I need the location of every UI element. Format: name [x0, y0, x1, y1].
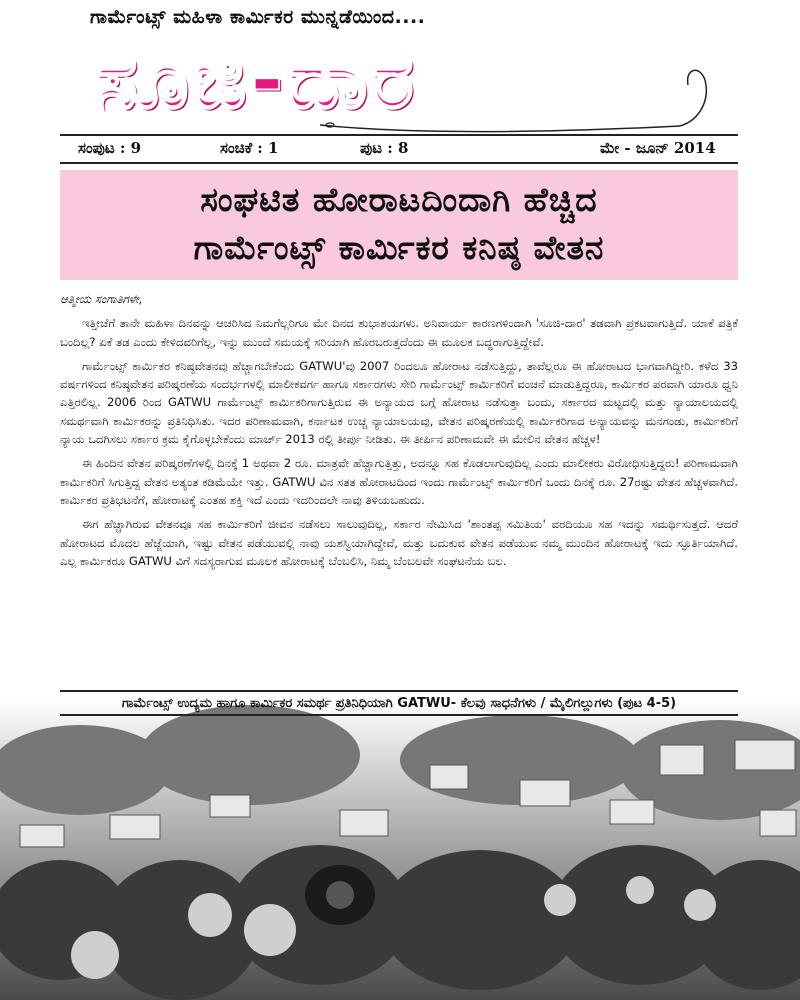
- article-body: [60, 290, 738, 576]
- issue-number-label: ಸಂಚಿಕೆ : 1: [220, 139, 279, 157]
- headline-line-1: ಸಂಘಟಿತ ಹೋರಾಟದಿಂದಾಗಿ ಹೆಚ್ಚಿದ: [200, 180, 598, 219]
- article-greeting: ಆತ್ಮೀಯ ಸಂಗಾತಿಗಳೇ,: [60, 292, 143, 306]
- article-paragraph-4: ಈಗ ಹೆಚ್ಚಾಗಿರುವ ವೇತನವೂ ಸಹ ಕಾರ್ಮಿಕರಿಗೆ ಜೀವನ ನಡೆಸಲು ಸಾಲುವುದಿಲ್ಲ, ಸರ್ಕಾರ ನೇಮಿಸಿದ 'ಶಾಂತಪ್ಪ ಸಮಿತಿಯ' ವರದಿಯೂ ಸಹ ಇದನ್ನು ಸಮರ್ಥಿಸುತ್ತದೆ. ಆದರೆ ಹೋರಾಟದ ಮೊದಲ ಹೆಜ್ಜೆಯಾಗಿ, ಇಷ್ಟು ವೇತನ ಪಡೆಯುವಲ್ಲಿ ನಾವು ಯಶಸ್ವಿಯಾಗಿದ್ದೇವೆ, ಮತ್ತು ಬದುಕುವ ವೇತನ ಪಡೆಯುವ ನಮ್ಮ ಮುಂದಿನ ಹೋರಾಟಕ್ಕೆ ಇದು ಸ್ಫೂರ್ತಿಯಾಗಿದೆ. ಎಲ್ಲ ಕಾರ್ಮಿಕರೂ GATWU ವಿಗೆ ಸದಸ್ಯರಾಗುವ ಮೂಲಕ ಹೋರಾಟಕ್ಕೆ ಬೆಂಬಲಿಸಿ, ನಿಮ್ಮ ಬೆಂಬಲವೇ ಸಂಘಟನೆಯ ಬಲ.: [60, 517, 738, 568]
- article-paragraph-2: ಗಾರ್ಮೆಂಟ್ಸ್ ಕಾರ್ಮಿಕರ ಕನಿಷ್ಠವೇತನವು ಹೆಚ್ಚಾಗಬೇಕೆಂದು GATWU'ವು 2007 ರಿಂದಲೂ ಹೋರಾಟ ನಡೆಸುತ್ತಿದ್ದು, ತಾವೆಲ್ಲರೂ ಈ ಹೋರಾಟದ ಭಾಗವಾಗಿದ್ದೀರಿ. ಕಳೆದ 33 ವರ್ಷಗಳಿಂದ ಕನಿಷ್ಠವೇತನ ಪರಿಷ್ಕರಣೆಯ ಸಂದರ್ಭಗಳಲ್ಲಿ ಮಾಲೀಕವರ್ಗ ಹಾಗೂ ಸರ್ಕಾರಗಳು ಸೇರಿ ಗಾರ್ಮೆಂಟ್ಸ್ ಕಾರ್ಮಿಕರಿಗೆ ವಂಚನೆ ಮಾಡುತ್ತಿದ್ದರೂ, ಕಾರ್ಮಿಕರ ಪರವಾಗಿ ಯಾರೂ ಧ್ವನಿ ಎತ್ತಿರಲಿಲ್ಲ. 2006 ರಿಂದ GATWU ಗಾರ್ಮೆಂಟ್ಸ್ ಕಾರ್ಮಿಕರಿಗಾಗುತ್ತಿರುವ ಈ ಅನ್ಯಾಯದ ಬಗ್ಗೆ ಹೋರಾಟ ನಡೆಸುತ್ತಾ ಬಂದು, ಸರ್ಕಾರದ ಮಟ್ಟದಲ್ಲಿ ಮತ್ತು ನ್ಯಾಯಾಲಯದಲ್ಲಿ ಸಮರ್ಥವಾಗಿ ಕಾರ್ಮಿಕರನ್ನು ಪ್ರತಿನಿಧಿಸಿತು. ಇದರ ಪರಿಣಾಮವಾಗಿ, ಕರ್ನಾಟಕ ಉಚ್ಚ ನ್ಯಾಯಾಲಯವು, ವೇತನ ಪರಿಷ್ಕರಣೆಯಲ್ಲಿ ಕಾರ್ಮಿಕರಿಗಾದ ಅನ್ಯಾಯವನ್ನು ಮನಗಂಡು, ಕಾರ್ಮಿಕರಿಗೆ ನ್ಯಾಯ ಒದಗಿಸಲು ಸರ್ಕಾರ ಕ್ರಮ ಕೈಗೊಳ್ಳಬೇಕೆಂದು ಮಾರ್ಚ್ 2013 ರಲ್ಲಿ ತೀರ್ಪು ನೀಡಿತು. ಈ ತೀರ್ಪಿನ ಪರಿಣಾಮವೇ ಈ ಮೇಲಿನ ವೇತನ ಹೆಚ್ಚಳ!: [60, 358, 738, 447]
- volume-label: ಸಂಪುಟ : 9: [78, 139, 142, 157]
- issue-info-bar: [60, 134, 738, 164]
- protest-photo: [0, 700, 800, 1000]
- masthead: [0, 0, 800, 135]
- article-paragraph-3: ಈ ಹಿಂದಿನ ವೇತನ ಪರಿಷ್ಕರಣೆಗಳಲ್ಲಿ ದಿನಕ್ಕೆ 1 ಅಥವಾ 2 ರೂ. ಮಾತ್ರವೇ ಹೆಚ್ಚಾಗುತ್ತಿತ್ತು, ಅದನ್ನೂ ಸಹ ಕೊಡಲಾಗುವುದಿಲ್ಲ ಎಂದು ಮಾಲೀಕರು ವಿರೋಧಿಸುತ್ತಿದ್ದರು! ಪರಿಣಾಮವಾಗಿ ಕಾರ್ಮಿಕರಿಗೆ ಸಿಗುತ್ತಿದ್ದ ವೇತನ ಅತ್ಯಂತ ಕಡಿಮೆಯೇ ಇತ್ತು. GATWU ವಿನ ಸತತ ಹೋರಾಟದಿಂದ ಇಂದು ಗಾರ್ಮೆಂಟ್ಸ್ ಕಾರ್ಮಿಕರಿಗೆ ಒಂದು ದಿನಕ್ಕೆ ರೂ. 27ರಷ್ಟು ವೇತನ ಹೆಚ್ಚಳವಾಗಿದೆ. ಕಾರ್ಮಿಕರ ಪ್ರತಿಭಟನೆಗೆ, ಹೋರಾಟಕ್ಕೆ ಎಂತಹ ಶಕ್ತಿ ಇದೆ ಎಂದು ಇದರಿಂದಲೇ ನಾವು ತಿಳಿಯಬಹುದು.: [60, 456, 738, 507]
- issue-date-label: ಮೇ - ಜೂನ್ 2014: [600, 139, 716, 157]
- protest-crowd-image: [0, 700, 800, 1000]
- needle-thread-icon: [300, 60, 720, 140]
- article-paragraph-1: ಇತ್ತೀಚೆಗೆ ತಾನೇ ಮಹಿಳಾ ದಿನವನ್ನು ಆಚರಿಸಿದ ನಿಮಗೆಲ್ಲರಿಗೂ ಮೇ ದಿನದ ಶುಭಾಶಯಗಳು. ಅನಿವಾರ್ಯ ಕಾರಣಗಳಿಂದಾಗಿ 'ಸೂಜಿ-ದಾರ' ತಡವಾಗಿ ಪ್ರಕಟವಾಗುತ್ತಿದೆ. ಯಾಕೆ ಪತ್ರಿಕೆ ಬಂದಿಲ್ಲ? ಏಕೆ ತಡ ಎಂದು ಕೇಳಿದವರಿಗೆಲ್ಲ, ಇನ್ನು ಮುಂದೆ ಸಮಯಕ್ಕೆ ಸರಿಯಾಗಿ ಹೊರಬರುತ್ತದೆಂದು ಈ ಮೂಲಕ ಬದ್ಧರಾಗುತ್ತಿದ್ದೇವೆ.: [60, 316, 738, 349]
- pages-label: ಪುಟ : 8: [360, 139, 409, 157]
- headline-box: [60, 170, 738, 280]
- photo-caption: ಗಾರ್ಮೆಂಟ್ಸ್ ಉದ್ಯಮ ಹಾಗೂ ಕಾರ್ಮಿಕರ ಸಮರ್ಥ ಪ್ರತಿನಿಧಿಯಾಗಿ GATWU- ಕೆಲವು ಸಾಧನೆಗಳು / ಮೈಲಿಗಲ್ಲುಗಳು (ಪುಟ 4-5): [121, 695, 677, 711]
- photo-caption-bar: [60, 690, 738, 716]
- headline-line-2: ಗಾರ್ಮೆಂಟ್ಸ್ ಕಾರ್ಮಿಕರ ಕನಿಷ್ಠ ವೇತನ: [193, 228, 605, 267]
- masthead-tagline: ಗಾರ್ಮೆಂಟ್ಸ್ ಮಹಿಳಾ ಕಾರ್ಮಿಕರ ಮುನ್ನಡೆಯಿಂದ....: [90, 6, 426, 28]
- newspaper-title-text: ಸೂಜಿ-ದಾರ: [95, 33, 418, 126]
